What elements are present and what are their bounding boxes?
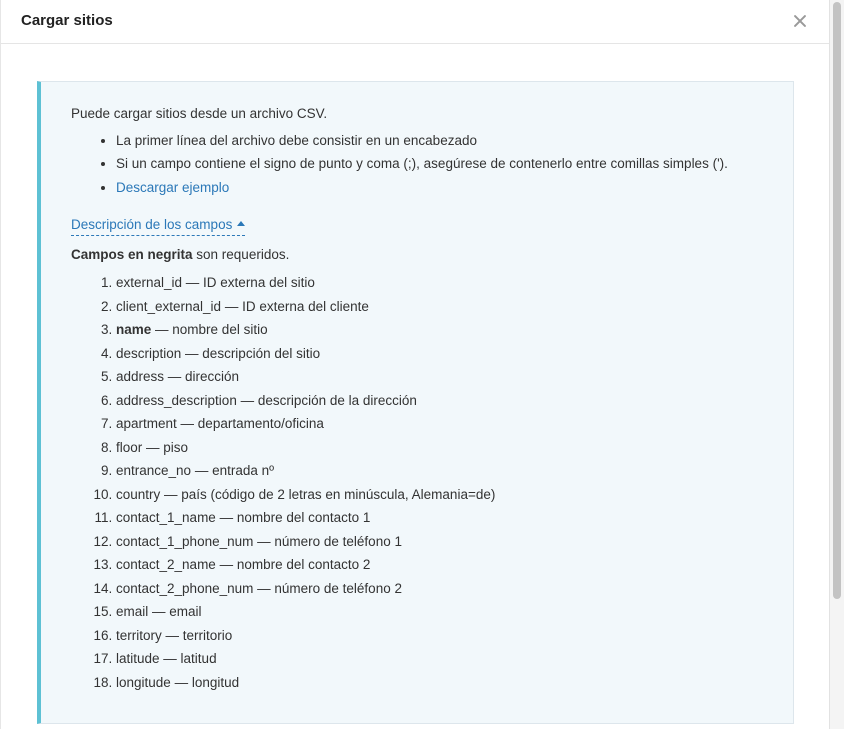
field-key: longitude: [116, 674, 171, 690]
field-key: latitude: [116, 651, 160, 666]
field-item: [116, 530, 763, 554]
field-item: [116, 647, 763, 671]
fields-list: [71, 271, 763, 694]
field-item: [116, 412, 763, 436]
field-description: — departamento/oficina: [176, 416, 324, 431]
scrollbar[interactable]: [829, 0, 844, 729]
field-description: — dirección: [164, 369, 240, 384]
field-description: — nombre del contacto 1: [215, 510, 371, 525]
download-item: [116, 176, 763, 200]
field-key: territory: [116, 627, 162, 643]
field-key: external_id: [116, 275, 183, 290]
field-key: name: [116, 322, 152, 337]
field-key: entrance_no: [116, 463, 192, 478]
field-key: floor: [116, 439, 143, 455]
field-description: — email: [148, 604, 202, 619]
field-description: — latitud: [159, 651, 217, 666]
field-description: — número de teléfono 1: [253, 533, 402, 549]
fields-description-label: Descripción de los campos: [71, 217, 233, 232]
field-item: [116, 295, 763, 319]
csv-info-box: [37, 81, 794, 724]
field-item: [116, 553, 763, 577]
field-item: [116, 577, 763, 601]
field-key: address_description: [116, 392, 237, 408]
field-description: — piso: [142, 439, 189, 455]
fields-description-toggle[interactable]: [71, 215, 245, 236]
field-item: [116, 600, 763, 624]
field-key: description: [116, 345, 182, 361]
modal-title: Cargar sitios: [21, 12, 113, 29]
field-description: — ID externa del sitio: [182, 275, 315, 290]
rules-list: [71, 129, 763, 200]
required-bold: Campos en negrita: [71, 246, 193, 262]
field-key: apartment: [116, 416, 177, 431]
rule-item: • Si un campo contiene el signo de punto y coma (;), asegúrese de contenerlo entre comillas simples (').: [116, 152, 763, 176]
field-item: [116, 671, 763, 695]
field-description: — ID externa del cliente: [221, 298, 369, 314]
close-icon[interactable]: [789, 9, 811, 33]
field-key: contact_2_name: [116, 557, 216, 572]
field-item: [116, 436, 763, 460]
field-key: client_external_id: [116, 298, 222, 314]
intro-text: Puede cargar sitios desde un archivo CSV.: [71, 106, 328, 121]
field-item: [116, 342, 763, 366]
field-item: [116, 271, 763, 295]
field-description: — nombre del contacto 2: [215, 557, 371, 572]
required-rest: son requeridos.: [192, 246, 290, 262]
modal-header: [1, 0, 829, 44]
field-key: contact_1_name: [116, 510, 216, 525]
field-description: — entrada nº: [191, 463, 275, 478]
field-description: — descripción de la dirección: [236, 392, 417, 408]
field-key: contact_1_phone_num: [116, 533, 254, 549]
field-item: [116, 365, 763, 389]
field-key: email: [116, 604, 149, 619]
field-description: — longitud: [170, 674, 240, 690]
field-item: [116, 483, 763, 507]
field-description: — descripción del sitio: [181, 345, 321, 361]
field-key: address: [116, 369, 165, 384]
field-item: [116, 506, 763, 530]
scrollbar-thumb[interactable]: [833, 2, 841, 599]
field-key: contact_2_phone_num: [116, 580, 254, 596]
rule-item: • La primer línea del archivo debe consistir en un encabezado: [116, 129, 763, 153]
caret-up-icon: [237, 221, 245, 226]
field-item: [116, 389, 763, 413]
field-item: [116, 318, 763, 342]
field-item: [116, 624, 763, 648]
field-item: [116, 459, 763, 483]
field-key: country: [116, 486, 161, 502]
download-example-link[interactable]: Descargar ejemplo: [116, 179, 230, 195]
field-description: — nombre del sitio: [151, 322, 268, 337]
required-note: [71, 243, 763, 267]
field-description: — país (código de 2 letras en minúscula, Alemania=de): [160, 486, 496, 502]
field-description: — territorio: [161, 627, 233, 643]
field-description: — número de teléfono 2: [253, 580, 402, 596]
